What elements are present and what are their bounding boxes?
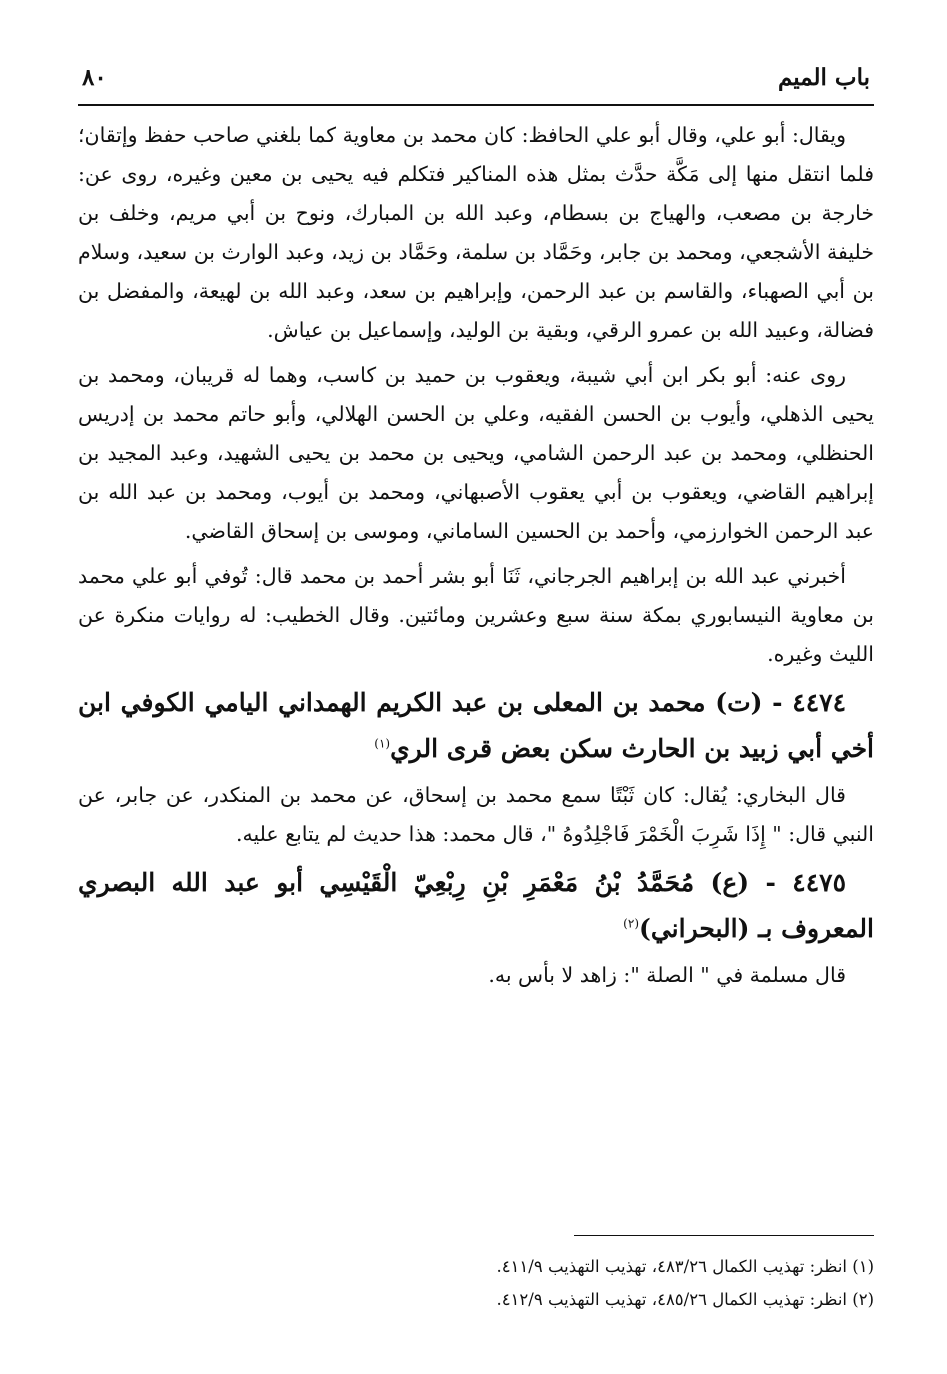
footnote-rule bbox=[574, 1235, 874, 1236]
footnotes bbox=[78, 1235, 874, 1316]
paragraph-narrators-from: ويقال: أبو علي، وقال أبو علي الحافظ: كان محمد بن معاوية كما بلغني صاحب حفظ وإتقان؛ فلما انتقل منها إلى مَكَّة حدَّث بمثل هذه المناكير فتكلم فيه يحيى بن معين وغيره، روى عن: خارجة بن مصعب، والهياج بن بسطام، وعبد الله بن المبارك، ونوح بن أبي مريم، وخلف بن خليفة الأشجعي، ومحمد بن جابر، وحَمَّاد بن سلمة، وحَمَّاد بن زيد، وعبد الوارث بن سعيد، وسلام بن أبي الصهباء، والقاسم بن عبد الرحمن، وإبراهيم بن سعد، وعبد الله بن لهيعة، والمفضل بن فضالة، وعبيد الله بن عمرو الرقي، وبقية بن الوليد، وإسماعيل بن عياش. bbox=[78, 123, 874, 342]
header-rule bbox=[78, 104, 874, 106]
paragraph-maslama-note: قال مسلمة في " الصلة ": زاهد لا بأس به. bbox=[488, 963, 846, 987]
paragraph-narrators-to: روى عنه: أبو بكر ابن أبي شيبة، ويعقوب بن حميد بن كاسب، وهما له قريبان، ومحمد بن يحيى الذهلي، وأيوب بن الحسن الفقيه، وعلي بن الحسن الهلالي، وأبو حاتم محمد بن إدريس الحنظلي، ومحمد بن عبد الرحمن الشامي، ويحيى بن محمد بن يحيى الشهيد، وعبد المجيد بن إبراهيم القاضي، ويعقوب بن أبي يعقوب الأصبهاني، ومحمد بن أيوب، ومحمد بن عبد الله بن عبد الرحمن الخوارزمي، وأحمد بن الحسين الساماني، وموسى بن إسحاق القاضي. bbox=[78, 363, 874, 543]
footnote-ref-1: (١) bbox=[374, 736, 391, 751]
entry-heading-4474 bbox=[78, 680, 874, 772]
entry-heading-4474-text: ٤٤٧٤ - (ت) محمد بن المعلى بن عبد الكريم الهمداني اليامي الكوفي ابن أخي أبي زبيد بن الحارث سكن بعض قرى الري bbox=[78, 688, 874, 763]
paragraph-bukhari-quote: قال البخاري: يُقال: كان ثَبْتًا سمع محمد بن إسحاق، عن محمد بن المنكدر، عن جابر، عن النبي قال: " إِذَا شَرِبَ الْخَمْرَ فَاجْلِدُوهُ "، قال محمد: هذا حديث لم يتابع عليه. bbox=[78, 783, 874, 846]
footnote-1: (١) انظر: تهذيب الكمال ٤٨٣/٢٦، تهذيب التهذيب ٤١١/٩. bbox=[496, 1257, 874, 1276]
page-content bbox=[78, 58, 874, 1001]
entry-heading-4475-text: ٤٤٧٥ - (ع) مُحَمَّدُ بْنُ مَعْمَرِ بْنِ رِبْعِيّ الْقَيْسِي أبو عبد الله البصري المعروف بـ (البحراني) bbox=[78, 868, 874, 943]
paragraph-death-note: أخبرني عبد الله بن إبراهيم الجرجاني، ثَنَا أبو بشر أحمد بن محمد قال: تُوفي أبو علي محمد بن معاوية النيسابوري بمكة سنة سبع وعشرين ومائتين. وقال الخطيب: له روايات منكرة عن الليث وغيره. bbox=[78, 564, 874, 666]
running-header bbox=[78, 58, 874, 98]
entry-heading-4475 bbox=[78, 860, 874, 952]
footnote-2: (٢) انظر: تهذيب الكمال ٤٨٥/٢٦، تهذيب التهذيب ٤١٢/٩. bbox=[496, 1290, 874, 1309]
footnote-ref-2: (٢) bbox=[623, 916, 639, 931]
page-number: ٨٠ bbox=[82, 64, 107, 91]
section-title: باب الميم bbox=[777, 64, 870, 91]
